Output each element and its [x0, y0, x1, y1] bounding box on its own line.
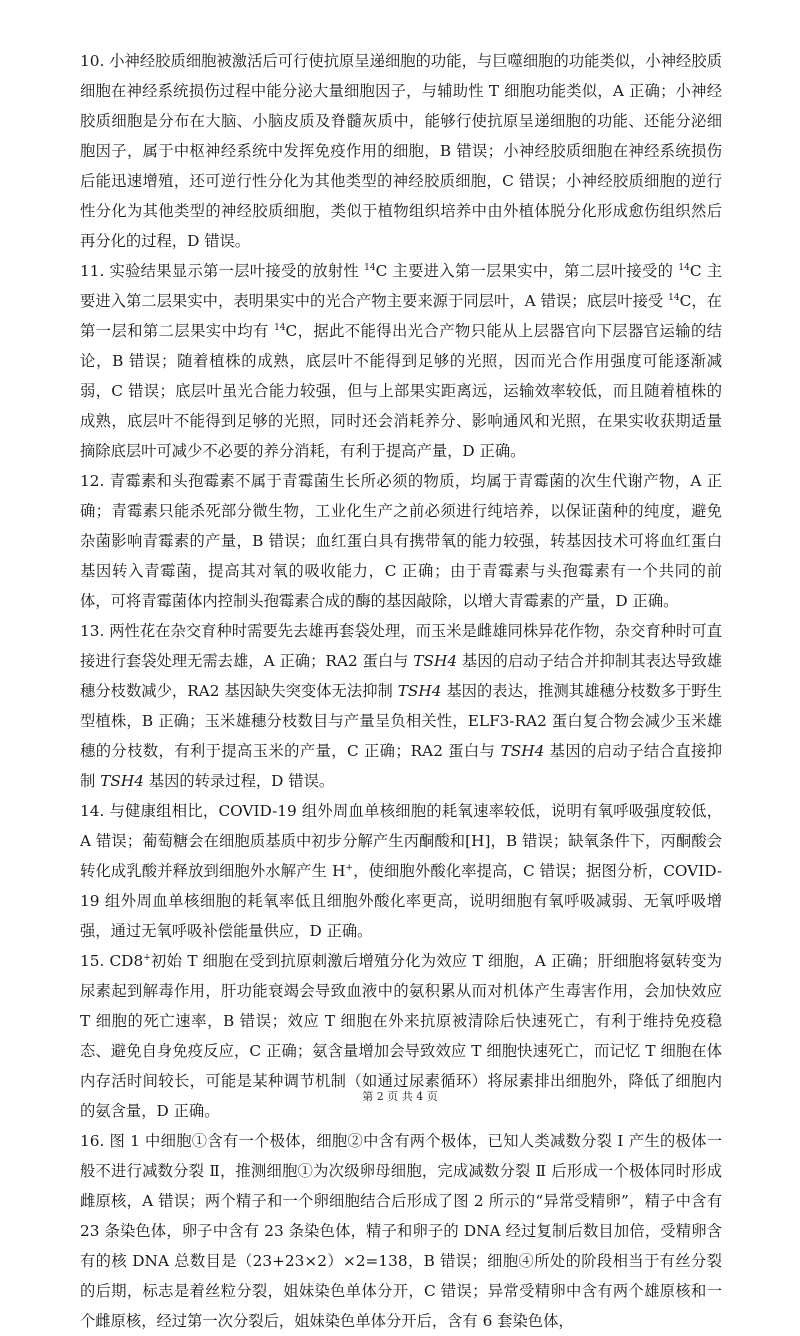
paragraph-text: 初始 T 细胞在受到抗原刺激后增殖分化为效应 T 细胞，A 正确；肝细胞将氨转变为尿素起到解毒作用，肝功能衰竭会导致血液中的氨积累从而对机体产生毒害作用，会加快效应 T 细胞的死亡速率，B 错误；效应 T 细胞在外来抗原被清除后快速死亡，有利于维持免疫稳态、避免自身免疫反应，C 正确；氨含量增加会导致效应 T 细胞快速死亡，而记忆 T 细胞在体内存活时间较长，可能是某种调节机制（如通过尿素循环）将尿素排出细胞外，降低了细胞内的氨含量，D 正确。 — [80, 952, 723, 1120]
answer-paragraph-q10 — [80, 46, 722, 256]
paragraph-text: C 主要进入第二层果实中，表明果实中的光合产物主要来源于同层叶，A 错误；底层叶接受 — [80, 262, 722, 310]
paragraph-text: 14. 与健康组相比，COVID-19 组外周血单核细胞的耗氧速率较低，说明有氧呼吸强度较低，A 错误；葡萄糖会在细胞质基质中初步分解产生丙酮酸和[H]，B 错误；缺氧条件下，丙酮酸会转化成乳酸并释放到细胞外水解产生 H — [80, 802, 722, 880]
paragraph-text: 16. 图 1 中细胞①含有一个极体，细胞②中含有两个极体，已知人类减数分裂 Ⅰ 产生的极体一般不进行减数分裂 Ⅱ，推测细胞①为次级卵母细胞，完成减数分裂 Ⅱ 后形成一个极体同时形成雌原核，A 错误；两个精子和一个卵细胞结合后形成了图 2 所示的“异常受精卵”，精子中含有 23 条染色体，卵子中含有 23 条染色体，精子和卵子的 DNA 经过复制后数目加倍，受精卵含有的核 DNA 总数目是（23+23×2）×2=138，B 错误；细胞④所处的阶段相当于有丝分裂的后期，标志是着丝粒分裂，姐妹染色单体分开，C 错误；异常受精卵中含有两个雄原核和一个雌原核，经过第一次分裂后，姐妹染色单体分开后，含有 6 套染色体， — [80, 1132, 722, 1330]
gene-name: TSH4 — [413, 652, 458, 670]
paragraph-text: C 主要进入第一层果实中，第二层叶接受的 — [375, 262, 679, 280]
paragraph-text: C，在第一层和第二层果实中均有 — [80, 292, 722, 340]
document-body — [80, 46, 722, 1336]
gene-name: TSH4 — [100, 772, 144, 790]
paragraph-text: 基因的转录过程，D 错误。 — [143, 772, 335, 790]
paragraph-text: 基因的启动子结合并抑制其表达导致雄穗分枝数减少，RA2 基因缺失突变体无法抑制 — [80, 652, 722, 700]
paragraph-text: 基因的启动子结合直接抑制 — [80, 742, 722, 790]
superscript: + — [143, 952, 151, 963]
page-footer: 第 2 页 共 4 页 — [362, 1090, 438, 1103]
superscript: 14 — [678, 262, 690, 273]
superscript: 14 — [364, 262, 376, 273]
paragraph-text: C，据此不能得出光合产物只能从上层器官向下层器官运输的结论，B 错误；随着植株的成熟，底层叶不能得到足够的光照，因而光合作用强度可能逐渐减弱，C 错误；底层叶虽光合能力较强，但与上部果实距离远，运输效率较低，而且随着植株的成熟，底层叶不能得到足够的光照，同时还会消耗养分、影响通风和光照，在果实收获期适量摘除底层叶可减少不必要的养分消耗，有利于提高产量，D 正确。 — [80, 322, 722, 460]
paragraph-text: 11. 实验结果显示第一层叶接受的放射性 — [80, 262, 365, 280]
answer-paragraph-q11 — [80, 256, 722, 466]
paragraph-text: 15. CD8 — [80, 952, 144, 970]
paragraph-text: 基因的表达，推测其雄穗分枝数多于野生型植株，B 正确；玉米雄穗分枝数目与产量呈负相关性，ELF3-RA2 蛋白复合物会减少玉米雄穗的分枝数，有利于提高玉米的产量，C 正确；RA2 蛋白与 — [80, 682, 722, 760]
gene-name: TSH4 — [500, 742, 545, 760]
answer-paragraph-q14 — [80, 796, 722, 946]
paragraph-text: 12. 青霉素和头孢霉素不属于青霉菌生长所必须的物质，均属于青霉菌的次生代谢产物，A 正确；青霉素只能杀死部分微生物，工业化生产之前必须进行纯培养，以保证菌种的纯度，避免杂菌影响青霉素的产量，B 错误；血红蛋白具有携带氧的能力较强，转基因技术可将血红蛋白基因转入青霉菌，提高其对氧的吸收能力，C 正确；由于青霉素与头孢霉素有一个共同的前体，可将青霉菌体内控制头孢霉素合成的酶的基因敲除，以增大青霉素的产量，D 正确。 — [80, 472, 722, 610]
answer-paragraph-q12 — [80, 466, 722, 616]
answer-paragraph-q13 — [80, 616, 722, 796]
superscript: 14 — [274, 322, 286, 333]
answer-paragraph-q16 — [80, 1126, 722, 1336]
paragraph-text: 13. 两性花在杂交育种时需要先去雄再套袋处理，而玉米是雌雄同株异花作物，杂交育种时可直接进行套袋处理无需去雄，A 正确；RA2 蛋白与 — [80, 622, 722, 670]
paragraph-text: 10. 小神经胶质细胞被激活后可行使抗原呈递细胞的功能，与巨噬细胞的功能类似，小神经胶质细胞在神经系统损伤过程中能分泌大量细胞因子，与辅助性 T 细胞功能类似，A 正确；小神经胶质细胞是分布在大脑、小脑皮质及脊髓灰质中，能够行使抗原呈递细胞的功能、还能分泌细胞因子，属于中枢神经系统中发挥免疫作用的细胞，B 错误；小神经胶质细胞在神经系统损伤后能迅速增殖，还可逆行性分化为其他类型的神经胶质细胞，C 错误；小神经胶质细胞的逆行性分化为其他类型的神经胶质细胞，类似于植物组织培养中由外植体脱分化形成愈伤组织然后再分化的过程，D 错误。 — [80, 52, 722, 250]
superscript: + — [345, 862, 353, 873]
superscript: 14 — [668, 292, 680, 303]
gene-name: TSH4 — [397, 682, 442, 700]
paragraph-text: ，使细胞外酸化率提高，C 错误；据图分析，COVID-19 组外周血单核细胞的耗氧率低且细胞外酸化率更高，说明细胞有氧呼吸减弱、无氧呼吸增强，通过无氧呼吸补偿能量供应，D 正确。 — [80, 862, 722, 940]
